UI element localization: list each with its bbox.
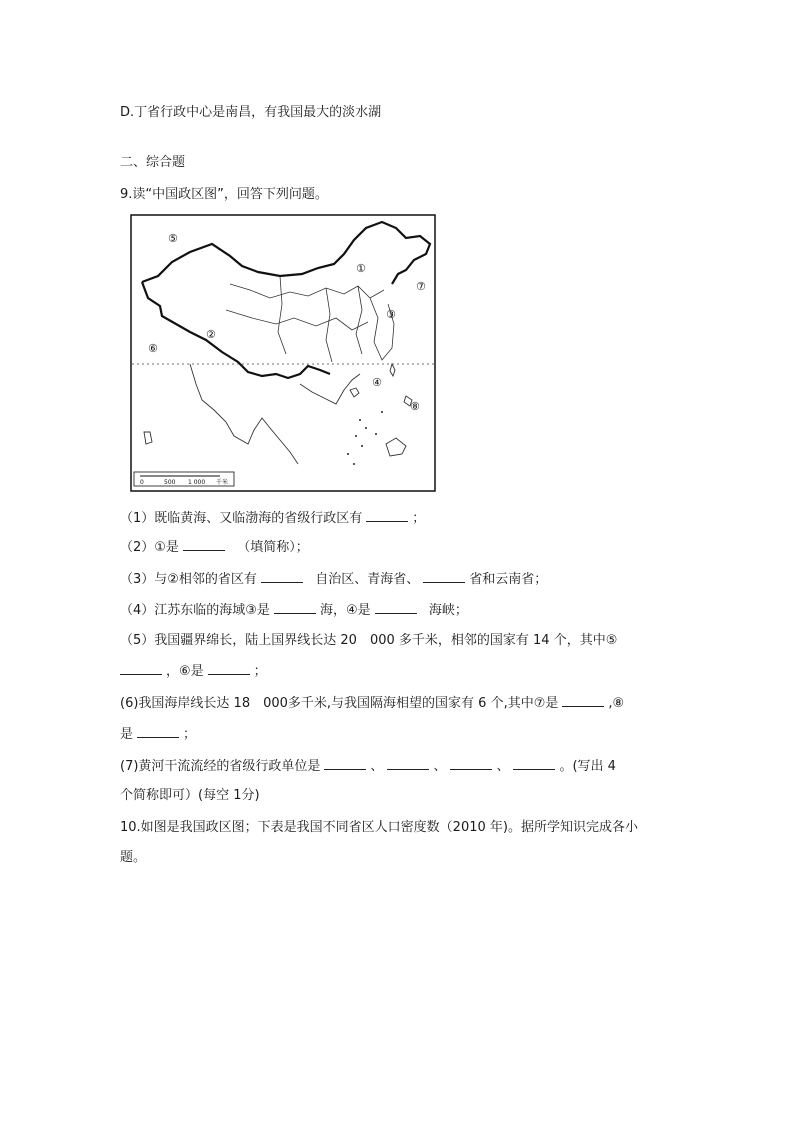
marker-1: ① (356, 262, 366, 275)
marker-6: ⑥ (148, 342, 158, 355)
answer-blank[interactable] (423, 570, 465, 583)
marker-7: ⑦ (416, 280, 426, 293)
scale-bar (134, 472, 234, 486)
q9-sub5-line2: ，⑥是 ； (120, 662, 267, 681)
answer-blank[interactable] (450, 757, 492, 770)
q9-sub5-line1: （5）我国疆界绵长，陆上国界线长达 20 000 多千米，相邻的国家有 14 个，其中⑤ (120, 633, 618, 648)
q10-line2: 题。 (120, 850, 147, 865)
option-d: D.丁省行政中心是南昌，有我国最大的淡水湖 (120, 105, 382, 120)
marker-3: ③ (386, 308, 396, 321)
china-political-map (130, 214, 436, 492)
answer-blank[interactable] (261, 570, 303, 583)
svg-text:0: 0 (140, 479, 144, 486)
answer-blank[interactable] (375, 601, 417, 614)
svg-text:1 000: 1 000 (188, 479, 206, 486)
q9-sub6-line1: (6)我国海岸线长达 18 000多千米,与我国隔海相望的国家有 6 个,其中⑦是 ,⑧ (120, 696, 625, 711)
q10-line1: 10.如图是我国政区图；下表是我国不同省区人口密度数（2010 年)。据所学知识完成各小 (120, 820, 638, 835)
svg-text:千米: 千米 (216, 479, 229, 486)
marker-8: ⑧ (410, 400, 420, 413)
marker-5: ⑤ (168, 232, 178, 245)
q9-sub6-line2: 是 ； (120, 727, 197, 742)
q9-sub4: （4）江苏东临的海域③是 海，④是 海峡； (120, 603, 468, 618)
answer-blank[interactable] (120, 662, 162, 675)
answer-blank[interactable] (366, 509, 408, 522)
answer-blank[interactable] (562, 694, 604, 707)
q9-sub3: （3）与②相邻的省区有 自治区、青海省、 省和云南省； (120, 572, 548, 587)
answer-blank[interactable] (183, 538, 225, 551)
answer-blank[interactable] (208, 662, 250, 675)
q9-sub7-line1: (7)黄河干流流经的省级行政单位是 、 、 、 。(写出 4 (120, 759, 616, 774)
marker-4: ④ (372, 376, 382, 389)
answer-blank[interactable] (274, 601, 316, 614)
answer-blank[interactable] (513, 757, 555, 770)
marker-2: ② (206, 328, 216, 341)
answer-blank[interactable] (324, 757, 366, 770)
q9-sub7-line2: 个简称即可）(每空 1分) (120, 788, 260, 803)
q9-title: 9.读“中国政区图”，回答下列问题。 (120, 187, 328, 202)
section-title: 二、综合题 (120, 155, 186, 170)
q9-sub1: （1）既临黄海、又临渤海的省级行政区有 ； (120, 511, 426, 526)
svg-text:500: 500 (164, 479, 176, 486)
answer-blank[interactable] (387, 757, 429, 770)
q9-sub2: （2）①是 （填简称）； (120, 540, 309, 555)
answer-blank[interactable] (137, 725, 179, 738)
